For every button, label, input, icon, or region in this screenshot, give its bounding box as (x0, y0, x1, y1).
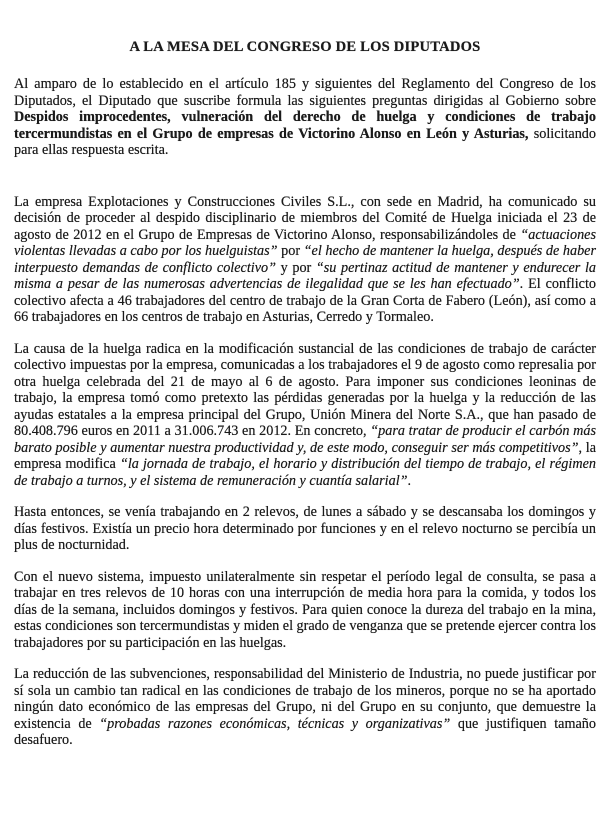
text-run: La causa de la huelga radica en la modificación sustancial de las condiciones de trabajo de carácter colectivo impuestas por la empresa, comunicadas a los trabajadores el 9 de agosto como represalia por otra huelga celebrada del 21 de mayo al 6 de agosto. Para imponer sus condiciones leoninas de trabajo, la empresa tomó como pretexto las pérdidas generadas por la huelga y la reducción de las ayudas estatales a la empresa principal del Grupo, Unión Minera del Norte S.A., que han pasado de 80.408.796 euros en 2011 a 31.006.743 en 2012. En concreto, (14, 340, 596, 439)
document-title: A LA MESA DEL CONGRESO DE LOS DIPUTADOS (129, 39, 481, 55)
text-run: Al amparo de lo establecido en el artículo 185 y siguientes del Reglamento del Congreso de los Diputados, el Diputado que suscribe formula las siguientes preguntas dirigidas al Gobierno sobre (14, 76, 596, 109)
text-run: La empresa Explotaciones y Construcciones Civiles S.L., con sede en Madrid, ha comunicado su decisión de proceder al despido disciplinario de miembros del Comité de Huelga iniciada el 23 de agosto de 2012 en el Grupo de Empresas de Victorino Alonso, responsabilizándoles de (14, 193, 596, 243)
text-run-bold-subject: Despidos improcedentes, vulneración del derecho de huelga y condiciones de trabajo tercermundistas en el Grupo de empresas de Victorino Alonso en León y Asturias, (14, 109, 596, 142)
text-run: solicitando para ellas respuesta escrita. (14, 125, 596, 158)
text-run: y por (276, 259, 316, 276)
text-run: por (277, 243, 304, 259)
quoted-text: “la jornada de trabajo, el horario y distribución del tiempo de trabajo, el régimen de trabajo a turnos, y el sistema de remuneración y cuantía salarial” (14, 456, 596, 489)
text-run: Hasta entonces, se venía trabajando en 2 relevos, de lunes a sábado y se descansaba los domingos y días festivos. Existía un precio hora determinado por funciones y en el relevo nocturno se percibía un plus de nocturnidad. (14, 504, 596, 553)
text-run: . (407, 472, 412, 489)
paragraph-subvenciones (14, 666, 596, 749)
paragraph-despidos (14, 194, 596, 326)
paragraph-nuevo-sistema (14, 569, 596, 652)
paragraph-causa-huelga (14, 341, 596, 490)
quoted-text: “para tratar de producir el carbón más barato posible y aumentar nuestra productividad y, de este modo, conseguir ser más competitivos” (14, 423, 596, 456)
paragraph-preamble (14, 76, 596, 159)
paragraph-relevos-anteriores (14, 504, 596, 554)
text-run: que justifiquen tamaño desafuero. (14, 715, 596, 748)
text-run: , la empresa modifica (14, 439, 596, 472)
quoted-text: “su pertinaz actitud de mantener y endurecer la misma a pesar de las numerosas advertencias de ilegalidad que se les han efectuado” (14, 259, 596, 292)
quoted-text: “actuaciones violentas llevadas a cabo por los huelguistas” (14, 226, 596, 259)
quoted-text: “el hecho de mantener la huelga, después de haber interpuesto demandas de conflicto colectivo” (14, 243, 596, 276)
text-run: Con el nuevo sistema, impuesto unilateralmente sin respetar el período legal de consulta, se pasa a trabajar en tres relevos de 10 horas con una interrupción de media hora para la comida, y todos los días de la semana, incluidos domingos y festivos. Para quien conoce la dureza del trabajo en la mina, estas condiciones son tercermundistas y miden el grado de venganza que se pretende ejercer contra los trabajadores por su participación en las huelgas. (14, 568, 596, 651)
quoted-text: “probadas razones económicas, técnicas y organizativas” (99, 715, 451, 732)
text-run: La reducción de las subvenciones, responsabilidad del Ministerio de Industria, no puede justificar por sí sola un cambio tan radical en las condiciones de trabajo de los mineros, porque no se ha aportado ningún dato económico de las empresas del Grupo, ni del Grupo en su conjunto, que demuestre la existencia de (14, 666, 596, 732)
text-run: . El conflicto colectivo afecta a 46 trabajadores del centro de trabajo de la Gran Corta de Fabero (León), así como a 66 trabajadores en los centros de trabajo en Asturias, Cerredo y Tormaleo. (14, 276, 596, 325)
